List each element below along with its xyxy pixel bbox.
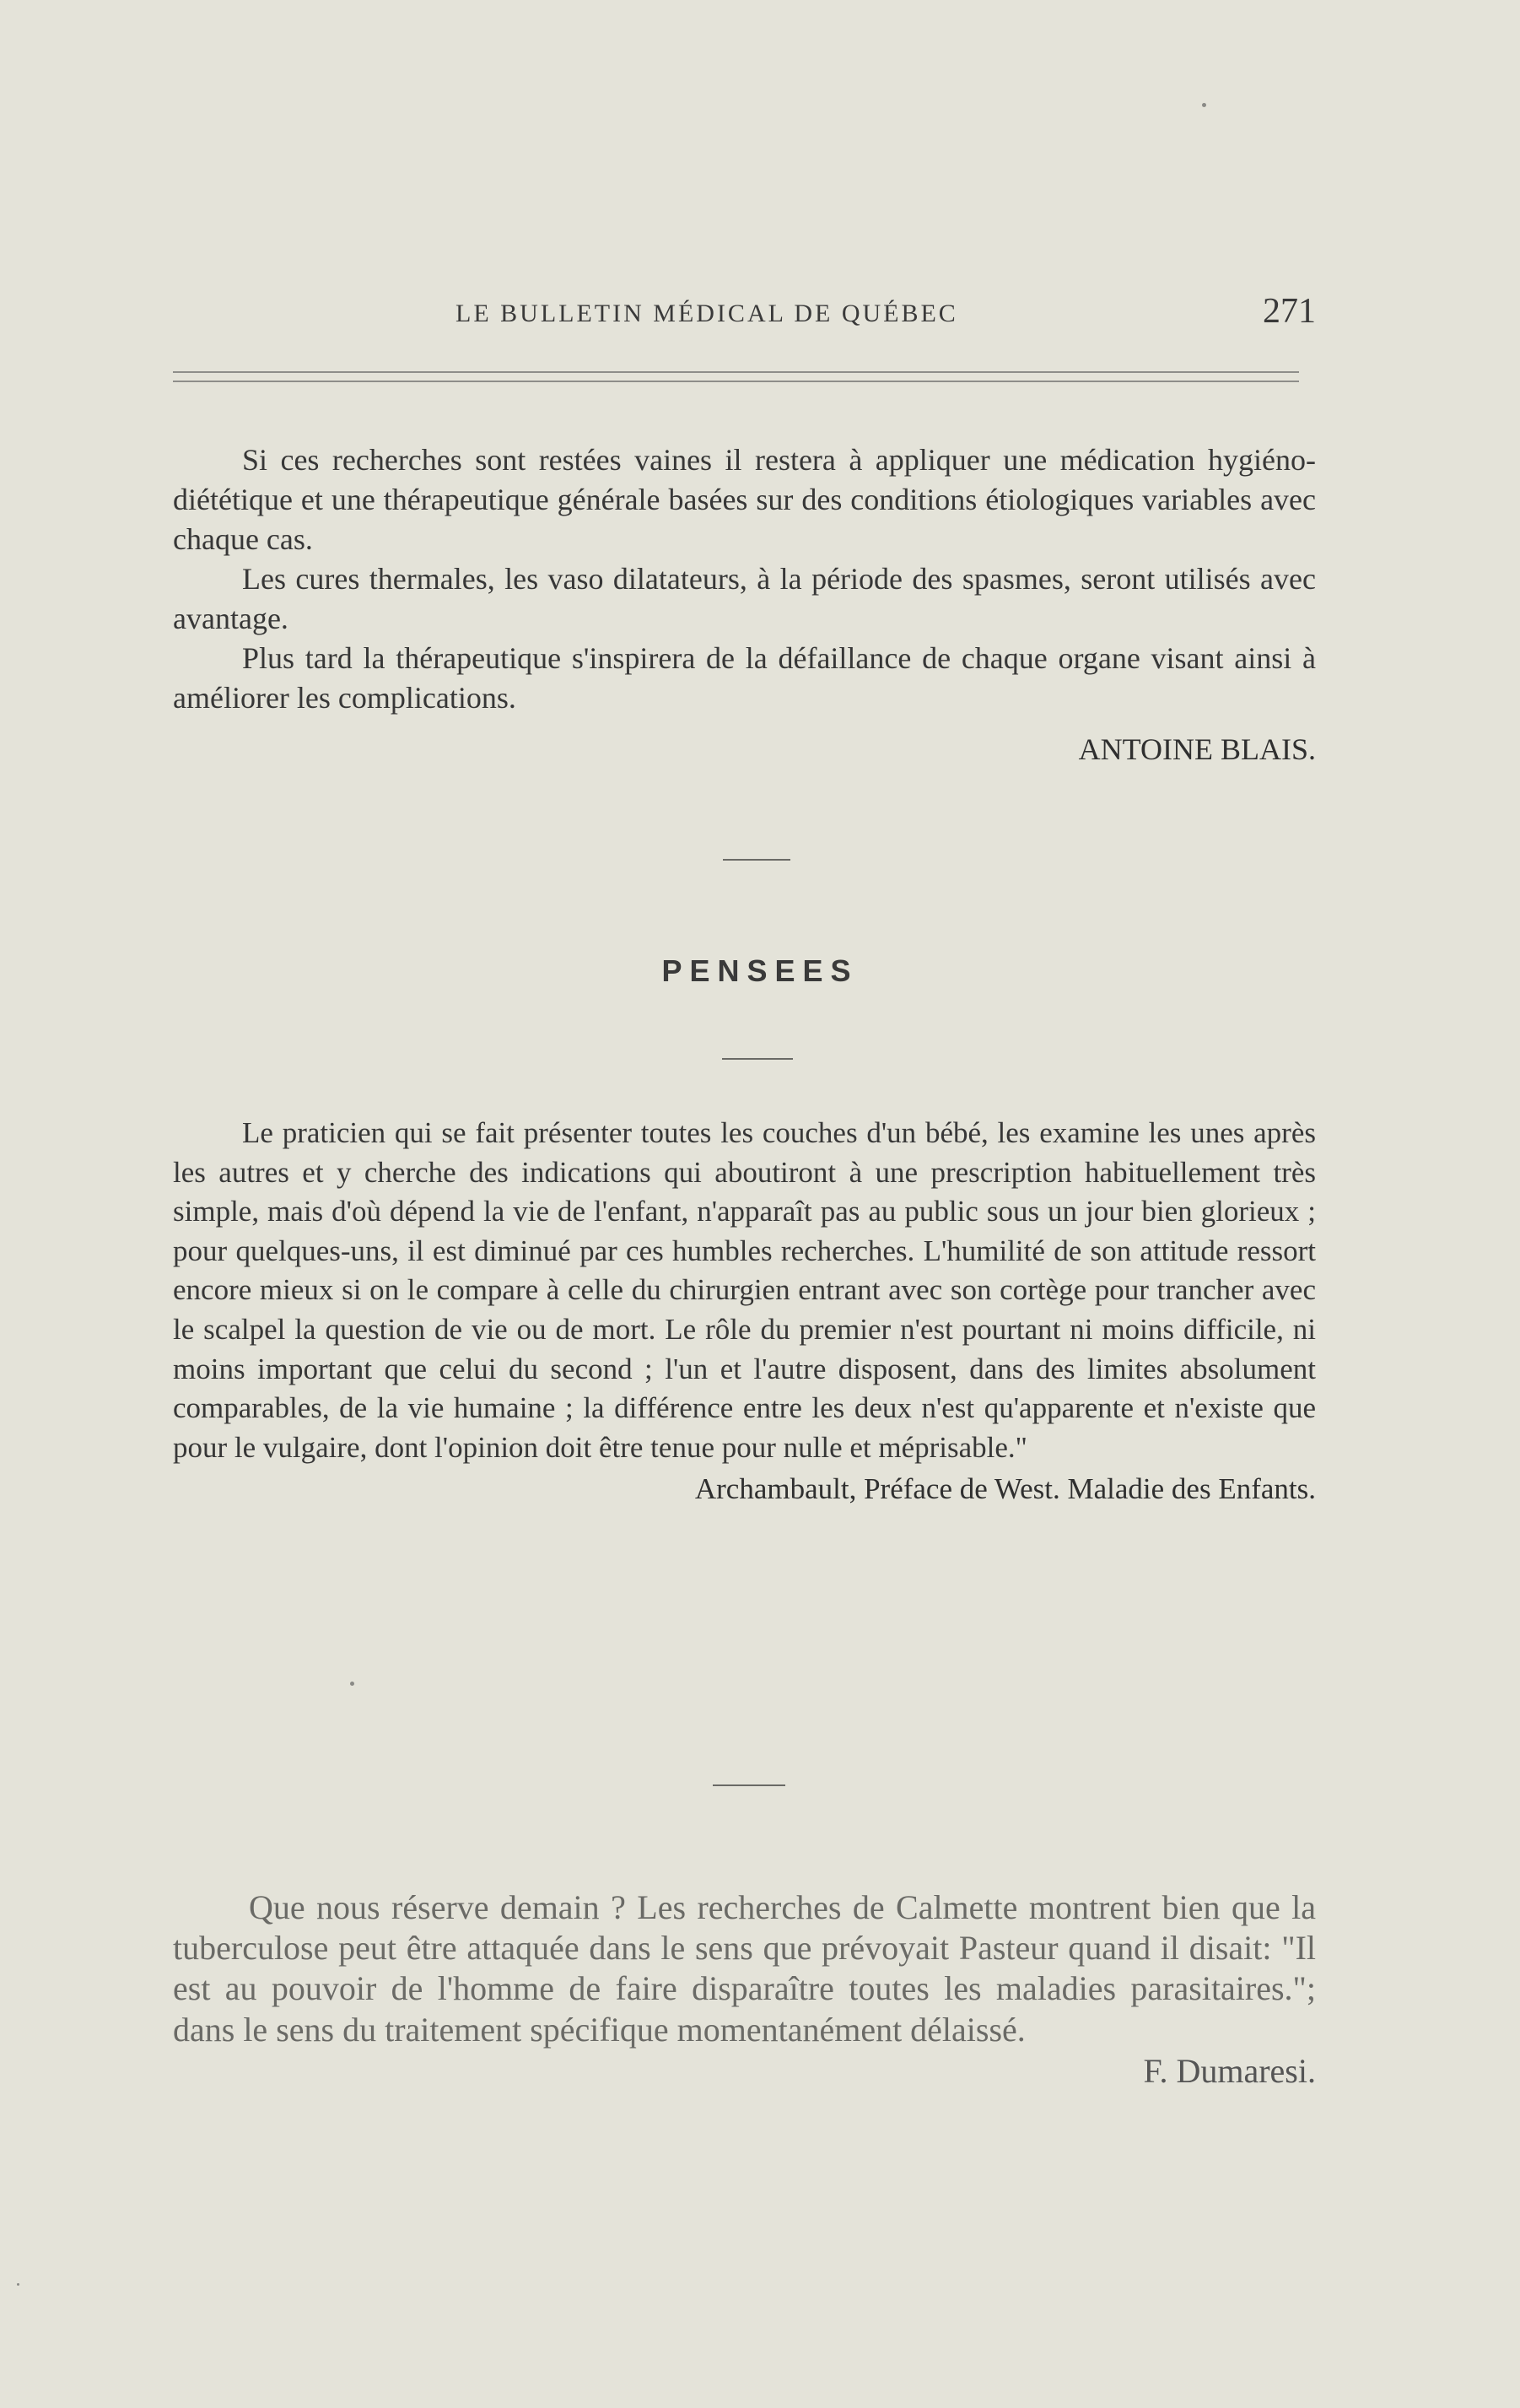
paper-speck	[350, 1682, 354, 1686]
separator-rule	[723, 859, 790, 861]
paragraph: Si ces recherches sont restées vaines il restera à appliquer une médication hygiéno-diététique et une thérapeutique générale basées sur des conditions étiologiques variables avec chaque cas.	[173, 443, 1316, 556]
second-thought-author: F. Dumaresi.	[1143, 2051, 1316, 2090]
second-thought-paragraph: Que nous réserve demain ? Les recherches de Calmette montrent bien que la tuberculose peut être attaquée dans le sens que prévoyait Pasteur quand il disait: "Il est au pouvoir de l'homme de faire disparaître toutes les maladies parasitaires."; dans le sens du traitement spécifique momentanément délaissé.	[173, 1888, 1316, 2049]
separator-rule	[713, 1784, 785, 1786]
paragraph: Plus tard la thérapeutique s'inspirera de la défaillance de chaque organe visant ainsi à améliorer les complications.	[173, 641, 1316, 715]
running-head	[169, 291, 1316, 333]
paper-speck	[1202, 103, 1206, 107]
section-title: PENSEES	[661, 953, 859, 988]
page-number: 271	[1263, 292, 1316, 331]
quote-attribution: Archambault, Préface de West. Maladie des Enfants.	[694, 1472, 1316, 1506]
first-article	[173, 440, 1316, 769]
article-author: ANTOINE BLAIS.	[1078, 732, 1316, 766]
pensees-quote-block	[173, 1114, 1316, 1509]
paragraph: Les cures thermales, les vaso dilatateurs, à la période des spasmes, seront utilisés avec avantage.	[173, 562, 1316, 635]
separator-rule	[722, 1058, 793, 1060]
second-thought-block	[173, 1887, 1316, 2092]
journal-title: LE BULLETIN MÉDICAL DE QUÉBEC	[455, 300, 958, 327]
quote-paragraph: Le praticien qui se fait présenter toutes les couches d'un bébé, les examine les unes après les autres et y cherche des indications qui aboutiront à une prescription habituellement très simple, mais d'où dépend la vie de l'enfant, n'apparaît pas au public sous un jour bien glorieux ; pour quelques-uns, il est diminué par ces humbles recherches. L'humilité de son attitude ressort encore mieux si on le compare à celle du chirurgien entrant avec son cortège pour trancher avec le scalpel la question de vie ou de mort. Le rôle du premier n'est pourtant ni moins difficile, ni moins important que celui du second ; l'un et l'autre disposent, dans des limites absolument comparables, de la vie humaine ; la différence entre les deux n'est qu'apparente et n'existe que pour le vulgaire, dont l'opinion doit être tenue pour nulle et méprisable."	[173, 1116, 1316, 1464]
paper-speck	[17, 2283, 19, 2286]
header-double-rule	[173, 371, 1299, 382]
